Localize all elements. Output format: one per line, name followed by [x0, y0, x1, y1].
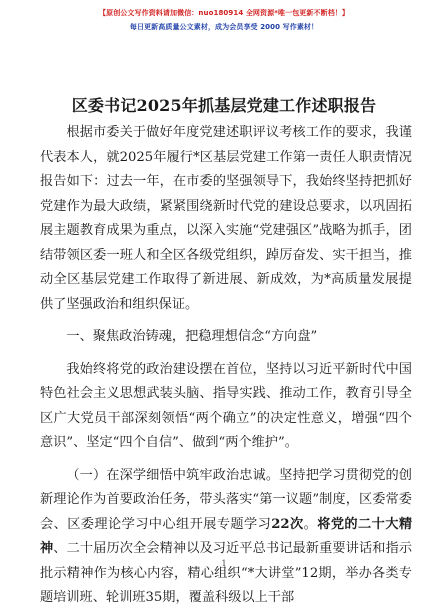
intro-paragraph: 根据市委关于做好年度党建述职评议考核工作的要求，我谨代表本人，就2025年履行*区基层党建工作第一责任人职责情况报告如下：过去一年，在市委的坚强领导下，我始终坚持把抓好党建作为最大政绩，紧紧围绕新时代党的建设总要求，以巩固拓展主题教育成果为重点，以深入实施“党建强区”战略为抓手，团结带领区委一班人和全区各级党组织，踔厉奋发、实干担当，推动全区基层党建工作取得了新进展、新成效，为*高质量发展提供了坚强政治和组织保证。	[40, 125, 412, 312]
document-title: 区委书记2025年抓基层党建工作述职报告	[71, 96, 377, 115]
paragraph-text-rest: 、二十届历次全会精神以及习近平总书记最新重要讲话和指示批示精神作为核心内容，精心组织“*大讲堂”12期，举办各类专题培训班、轮训班35期，覆盖科级以上干部	[40, 541, 413, 605]
punct: 。	[303, 516, 318, 532]
document-body	[40, 121, 412, 611]
bold-phrase: 将党的二十大精神	[40, 516, 413, 556]
body-paragraph: 我始终将党的政治建设摆在首位，坚持以习近平新时代中国特色社会主义思想武装头脑、指导实践、推动工作，教育引导全区广大党员干部深刻领悟“两个确立”的决定性意义，增强“四个意识”、坚定“四个自信”、做到“两个维护”。	[40, 361, 412, 450]
section-heading: 一、聚焦政治铸魂，把稳理想信念“方向盘”	[66, 329, 318, 344]
paragraph-text: （一）在深学细悟中筑牢政治忠诚。坚持把学习贯彻党的创新理论作为首要政治任务，带头落实“第一议题”制度，区委常委会、区委理论学习中心组开展专题学习	[40, 467, 412, 532]
subsection-paragraph	[40, 464, 412, 611]
banner-contact-line: 【原创公文写作资料请加微信：nuo180914 全网资源*唯一包更新不断档！】	[99, 9, 349, 17]
page-number: 1	[221, 559, 227, 568]
banner-member-line: 每日更新高质量公文素材，成为会员享受 2000 写作素材！	[129, 23, 319, 31]
header-banner	[0, 0, 448, 32]
bold-count: 22次	[271, 516, 304, 532]
